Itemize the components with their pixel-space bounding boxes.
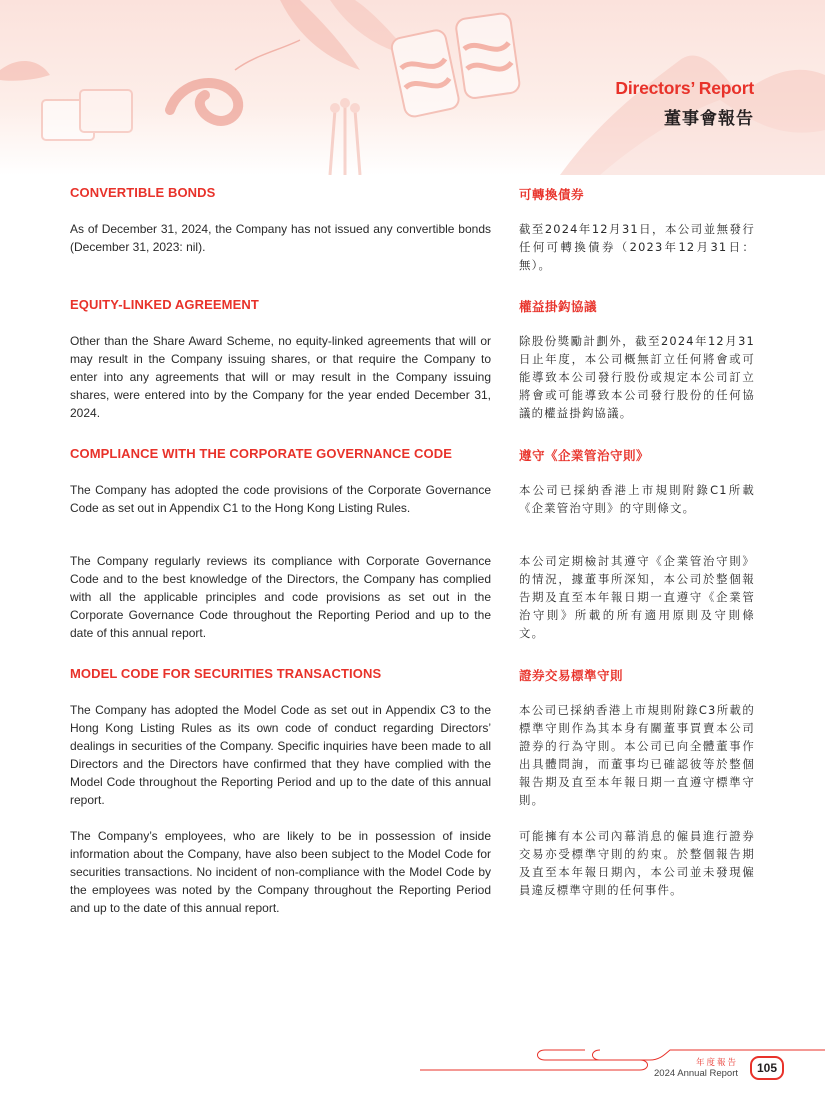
paragraph-cg-code-2: The Company regularly reviews its compliance with Corporate Governance Code and to the best knowledge of the Directors, the Company has complied with all the applicable principles and code provisions as set out in the Corporate Governance Code throughout the Reporting Period and up to the date of this annual report. [70, 554, 491, 640]
page-number: 105 [750, 1056, 784, 1080]
section-heading-equity-linked-zh: 權益掛鈎協議 [519, 299, 598, 314]
paragraph-model-code-1-zh: 本公司已採納香港上市規則附錄C3所載的標準守則作為其本身有關董事買賣本公司證券的行為守則。本公司已向全體董事作出具體問詢，而董事均已確認彼等於整個報告期及直至本年報日期一直遵守標準守則。 [519, 703, 755, 807]
paragraph-cg-code-2-zh: 本公司定期檢討其遵守《企業管治守則》的情況，據董事所深知，本公司於整個報告期及直至本年報日期一直遵守《企業管治守則》所載的所有適用原則及守則條文。 [519, 554, 755, 640]
section-heading-model-code: MODEL CODE FOR SECURITIES TRANSACTIONS [70, 666, 382, 681]
paragraph-convertible-bonds: As of December 31, 2024, the Company has not issued any convertible bonds (December 31, 2023: nil). [70, 222, 491, 254]
paragraph-equity-linked-zh: 除股份獎勵計劃外，截至2024年12月31日止年度，本公司概無訂立任何將會或可能導致本公司發行股份或規定本公司訂立將會或可能導致本公司發行股份的任何協議的權益掛鈎協議。 [519, 334, 755, 420]
section-heading-equity-linked: EQUITY-LINKED AGREEMENT [70, 297, 259, 312]
section-heading-cg-code: COMPLIANCE WITH THE CORPORATE GOVERNANCE CODE [70, 446, 452, 461]
paragraph-model-code-2: The Company’s employees, who are likely to be in possession of inside information about the Company, have also been subject to the Model Code for securities transactions. No incident of non-compliance with the Model Code by the employees was noted by the Company throughout the Reporting Period and up to the date of this annual report. [70, 829, 491, 915]
section-heading-convertible-bonds: CONVERTIBLE BONDS [70, 185, 216, 200]
paragraph-model-code-1: The Company has adopted the Model Code as set out in Appendix C3 to the Hong Kong Listing Rules as its own code of conduct regarding Directors’ dealings in securities of the Company. Specific inquiries have been made to all Directors and the Directors have confirmed that they have complied with the Model Code throughout the Reporting Period and up to the date of this annual report. [70, 703, 491, 807]
footer-label-zh: 年度報告 [695, 1058, 738, 1068]
paragraph-convertible-bonds-zh: 截至2024年12月31日，本公司並無發行任何可轉換債券（2023年12月31日：無）。 [519, 222, 755, 272]
report-title-en: Directors’ Report [615, 78, 754, 98]
paragraph-cg-code-1-zh: 本公司已採納香港上市規則附錄C1所載《企業管治守則》的守則條文。 [519, 483, 755, 515]
paragraph-equity-linked: Other than the Share Award Scheme, no equity-linked agreements that will or may result in the Company issuing shares, or that require the Company to enter into any agreements that will or may result in the Company issuing shares, were entered into by the Company for the year ended December 31, 2024. [70, 334, 491, 420]
section-heading-model-code-zh: 證券交易標準守則 [519, 668, 624, 683]
section-heading-cg-code-zh: 遵守《企業管治守則》 [519, 448, 650, 463]
footer-label-en: 2024 Annual Report [654, 1068, 738, 1079]
report-title-zh: 董事會報告 [664, 109, 754, 129]
paragraph-model-code-2-zh: 可能擁有本公司內幕消息的僱員進行證券交易亦受標準守則的約束。於整個報告期及直至本年報日期內，本公司並未發現僱員違反標準守則的任何事件。 [519, 829, 755, 897]
section-heading-convertible-bonds-zh: 可轉換債券 [519, 187, 585, 202]
paragraph-cg-code-1: The Company has adopted the code provisions of the Corporate Governance Code as set out in Appendix C1 to the Hong Kong Listing Rules. [70, 483, 491, 515]
